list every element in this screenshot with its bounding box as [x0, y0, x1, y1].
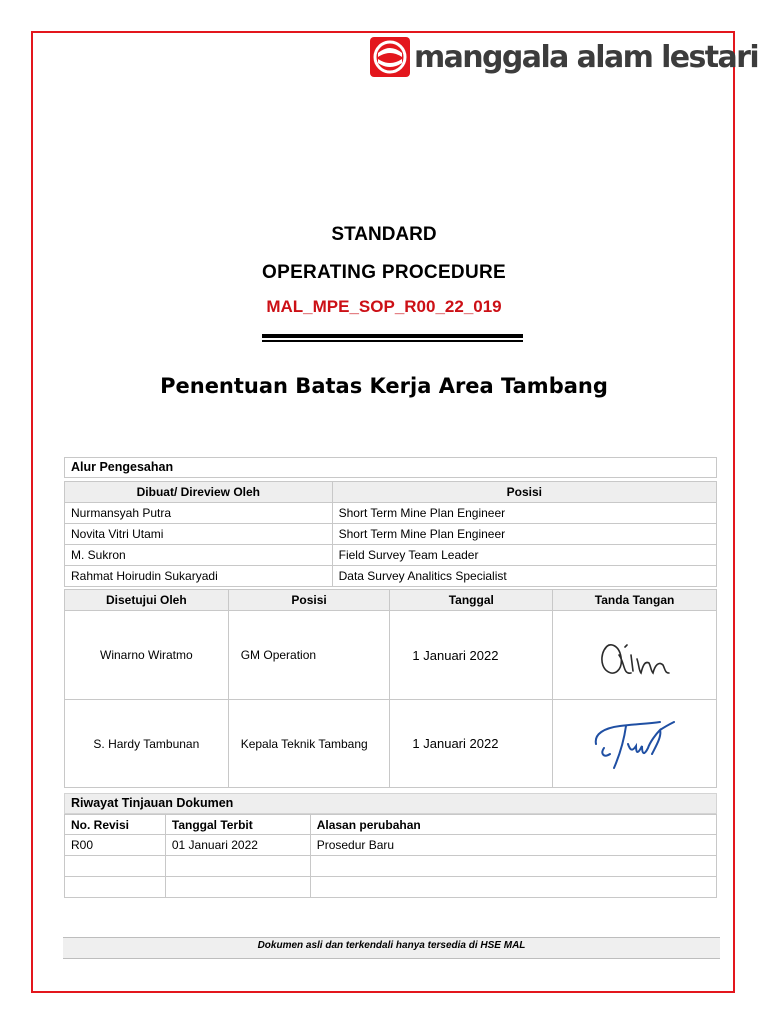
approved-header-signature: Tanda Tangan [553, 590, 717, 611]
prepared-name: Nurmansyah Putra [65, 503, 333, 524]
prepared-name: M. Sukron [65, 545, 333, 566]
approver-name: Winarno Wiratmo [65, 611, 229, 700]
history-header-reason: Alasan perubahan [310, 815, 716, 835]
title-standard: STANDARD [331, 224, 437, 245]
prepared-position: Field Survey Team Leader [332, 545, 716, 566]
table-row [65, 545, 717, 566]
prepared-position: Data Survey Analitics Specialist [332, 566, 716, 587]
revision-date [165, 877, 310, 898]
title-operating-procedure: OPERATING PROCEDURE [262, 262, 506, 283]
signature-image-2 [590, 714, 680, 774]
prepared-header-name: Dibuat/ Direview Oleh [65, 482, 333, 503]
revision-number: R00 [65, 835, 166, 856]
approved-by-table [64, 589, 717, 788]
history-header-date: Tanggal Terbit [165, 815, 310, 835]
table-row [65, 503, 717, 524]
approver-position: GM Operation [228, 611, 390, 700]
signature-cell [553, 611, 717, 700]
revision-date: 01 Januari 2022 [165, 835, 310, 856]
document-control-note: Dokumen asli dan terkendali hanya tersedia di HSE MAL [63, 937, 720, 959]
prepared-header-position: Posisi [332, 482, 716, 503]
signature-image-1 [595, 625, 675, 685]
approver-position: Kepala Teknik Tambang [228, 700, 390, 788]
prepared-position: Short Term Mine Plan Engineer [332, 503, 716, 524]
revision-history-table [64, 814, 717, 898]
revision-reason [310, 856, 716, 877]
logo-text: manggala alam lestari [414, 39, 759, 75]
company-logo [370, 36, 758, 78]
prepared-name: Rahmat Hoirudin Sukaryadi [65, 566, 333, 587]
table-row [65, 700, 717, 788]
history-header-revision: No. Revisi [65, 815, 166, 835]
title-divider [262, 334, 523, 338]
revision-number [65, 856, 166, 877]
prepared-name: Novita Vitri Utami [65, 524, 333, 545]
approval-date: 1 Januari 2022 [390, 700, 553, 788]
table-row [65, 611, 717, 700]
revision-reason: Prosedur Baru [310, 835, 716, 856]
history-section-title: Riwayat Tinjauan Dokumen [64, 793, 717, 814]
logo-mark-icon [370, 37, 410, 77]
prepared-by-table [64, 481, 717, 587]
table-row [65, 566, 717, 587]
table-row [65, 524, 717, 545]
approved-header-position: Posisi [228, 590, 390, 611]
approved-header-name: Disetujui Oleh [65, 590, 229, 611]
approval-section-title: Alur Pengesahan [64, 457, 717, 478]
revision-number [65, 877, 166, 898]
prepared-position: Short Term Mine Plan Engineer [332, 524, 716, 545]
table-row [65, 835, 717, 856]
approval-date: 1 Januari 2022 [390, 611, 553, 700]
revision-reason [310, 877, 716, 898]
table-row [65, 856, 717, 877]
revision-date [165, 856, 310, 877]
approver-name: S. Hardy Tambunan [65, 700, 229, 788]
document-title: Penentuan Batas Kerja Area Tambang [160, 374, 608, 398]
title-divider-thin [262, 340, 523, 342]
table-row [65, 877, 717, 898]
signature-cell [553, 700, 717, 788]
document-code: MAL_MPE_SOP_R00_22_019 [266, 297, 502, 316]
approved-header-date: Tanggal [390, 590, 553, 611]
